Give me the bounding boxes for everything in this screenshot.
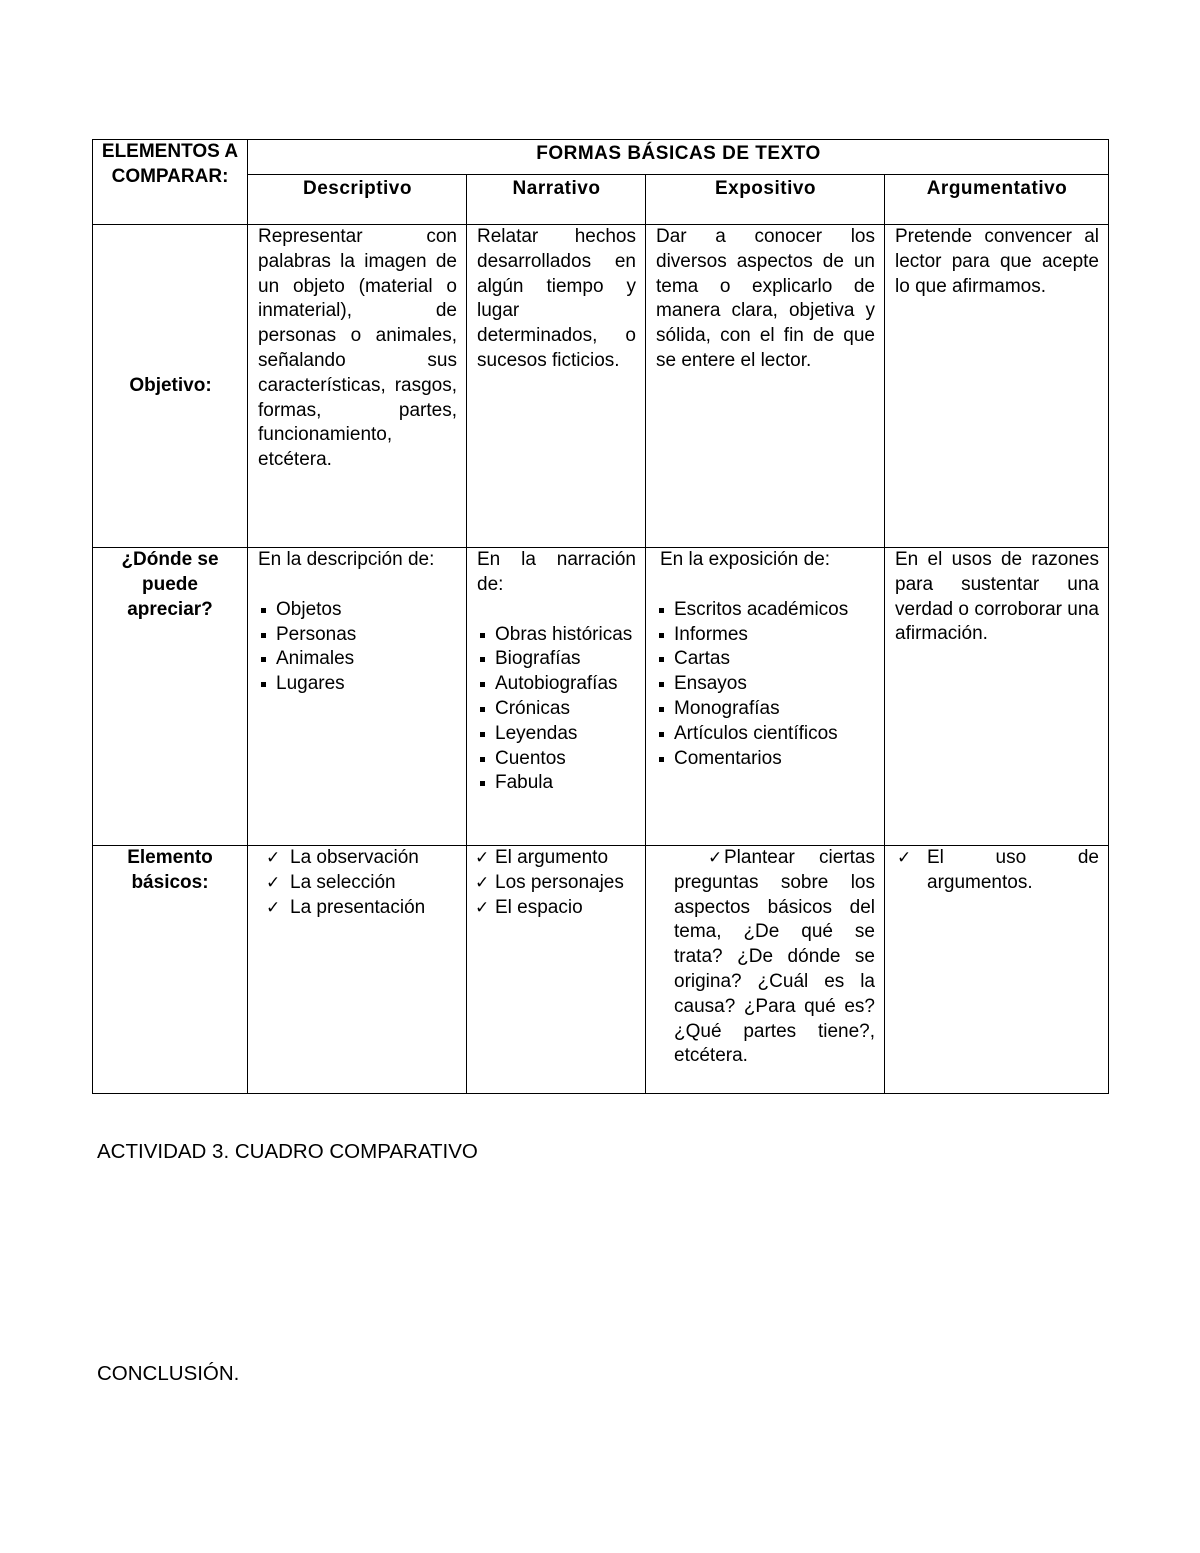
list-item: ✓ La observación [264,846,457,871]
check-list [473,846,636,920]
list-item: Artículos científicos [656,722,875,747]
conclusion-title: CONCLUSIÓN. [97,1362,240,1385]
list-item: Informes [656,623,875,648]
intro-text: En la descripción de: [258,549,435,570]
group-header: FORMAS BÁSICAS DE TEXTO [248,140,1109,175]
list-item: Objetos [258,598,457,623]
comparison-table [92,139,1109,1094]
bullet-list [656,598,875,772]
list-item: Monografías [656,697,875,722]
intro-text: En la narración de: [477,549,636,595]
list-item: ✓ El espacio [473,896,636,921]
list-item: ✓ Plantear ciertas preguntas sobre los aspectos básicos del tema, ¿De qué se trata? ¿De dónde se origina? ¿Cuál es la causa? ¿Para qué es? ¿Qué partes tiene?, etcétera. [656,846,875,1069]
check-list [264,846,457,920]
column-header-argumentativo: Argumentativo [885,175,1109,225]
list-item: Obras históricas [477,623,636,648]
row-objetivo [93,225,1109,548]
cell-elementos-descriptivo [248,846,467,1094]
bullet-list [258,598,457,697]
row-donde [93,548,1109,846]
cell-objetivo-argumentativo: Pretende convencer al lector para que acepte lo que afirmamos. [885,225,1109,548]
cell-objetivo-descriptivo: Representar con palabras la imagen de un objeto (material o inmaterial), de personas o animales, señalando sus características, rasgos, formas, partes, funcionamiento, etcétera. [248,225,467,548]
list-item: Personas [258,623,457,648]
row-label-elementos: Elemento básicos: [93,846,248,1094]
cell-donde-expositivo [646,548,885,846]
list-item: Animales [258,647,457,672]
header-row-group [93,140,1109,175]
cell-elementos-narrativo [467,846,646,1094]
row-label-donde: ¿Dónde se puede apreciar? [93,548,248,846]
cell-donde-argumentativo: En el usos de razones para sustentar una verdad o corroborar una afirmación. [885,548,1109,846]
check-list [895,846,1099,896]
cell-objetivo-expositivo: Dar a conocer los diversos aspectos de un tema o explicarlo de manera clara, objetiva y sólida, con el fin de que se entere el lector. [646,225,885,548]
column-header-narrativo: Narrativo [467,175,646,225]
check-list [656,846,875,1069]
cell-elementos-argumentativo [885,846,1109,1094]
column-header-expositivo: Expositivo [646,175,885,225]
intro-text: En la exposición de: [660,549,831,570]
row-elementos [93,846,1109,1094]
list-item: Fabula [477,771,636,796]
list-item: Leyendas [477,722,636,747]
list-item: ✓ Los personajes [473,871,636,896]
cell-elementos-expositivo [646,846,885,1094]
list-item: Cuentos [477,747,636,772]
corner-header: ELEMENTOS A COMPARAR: [93,140,248,225]
cell-donde-narrativo [467,548,646,846]
list-item: Crónicas [477,697,636,722]
row-label-objetivo: Objetivo: [93,225,248,548]
list-item: Cartas [656,647,875,672]
activity-title: ACTIVIDAD 3. CUADRO COMPARATIVO [97,1140,478,1163]
list-item: Lugares [258,672,457,697]
list-item: ✓ El uso de argumentos. [895,846,1099,896]
list-item: Biografías [477,647,636,672]
cell-objetivo-narrativo: Relatar hechos desarrollados en algún tiempo y lugar determinados, o sucesos ficticios. [467,225,646,548]
list-item: ✓ La selección [264,871,457,896]
cell-donde-descriptivo [248,548,467,846]
list-item: ✓ El argumento [473,846,636,871]
list-item: Autobiografías [477,672,636,697]
list-item: Comentarios [656,747,875,772]
list-item: Escritos académicos [656,598,875,623]
list-item: Ensayos [656,672,875,697]
column-header-descriptivo: Descriptivo [248,175,467,225]
list-item: ✓ La presentación [264,896,457,921]
bullet-list [477,623,636,797]
